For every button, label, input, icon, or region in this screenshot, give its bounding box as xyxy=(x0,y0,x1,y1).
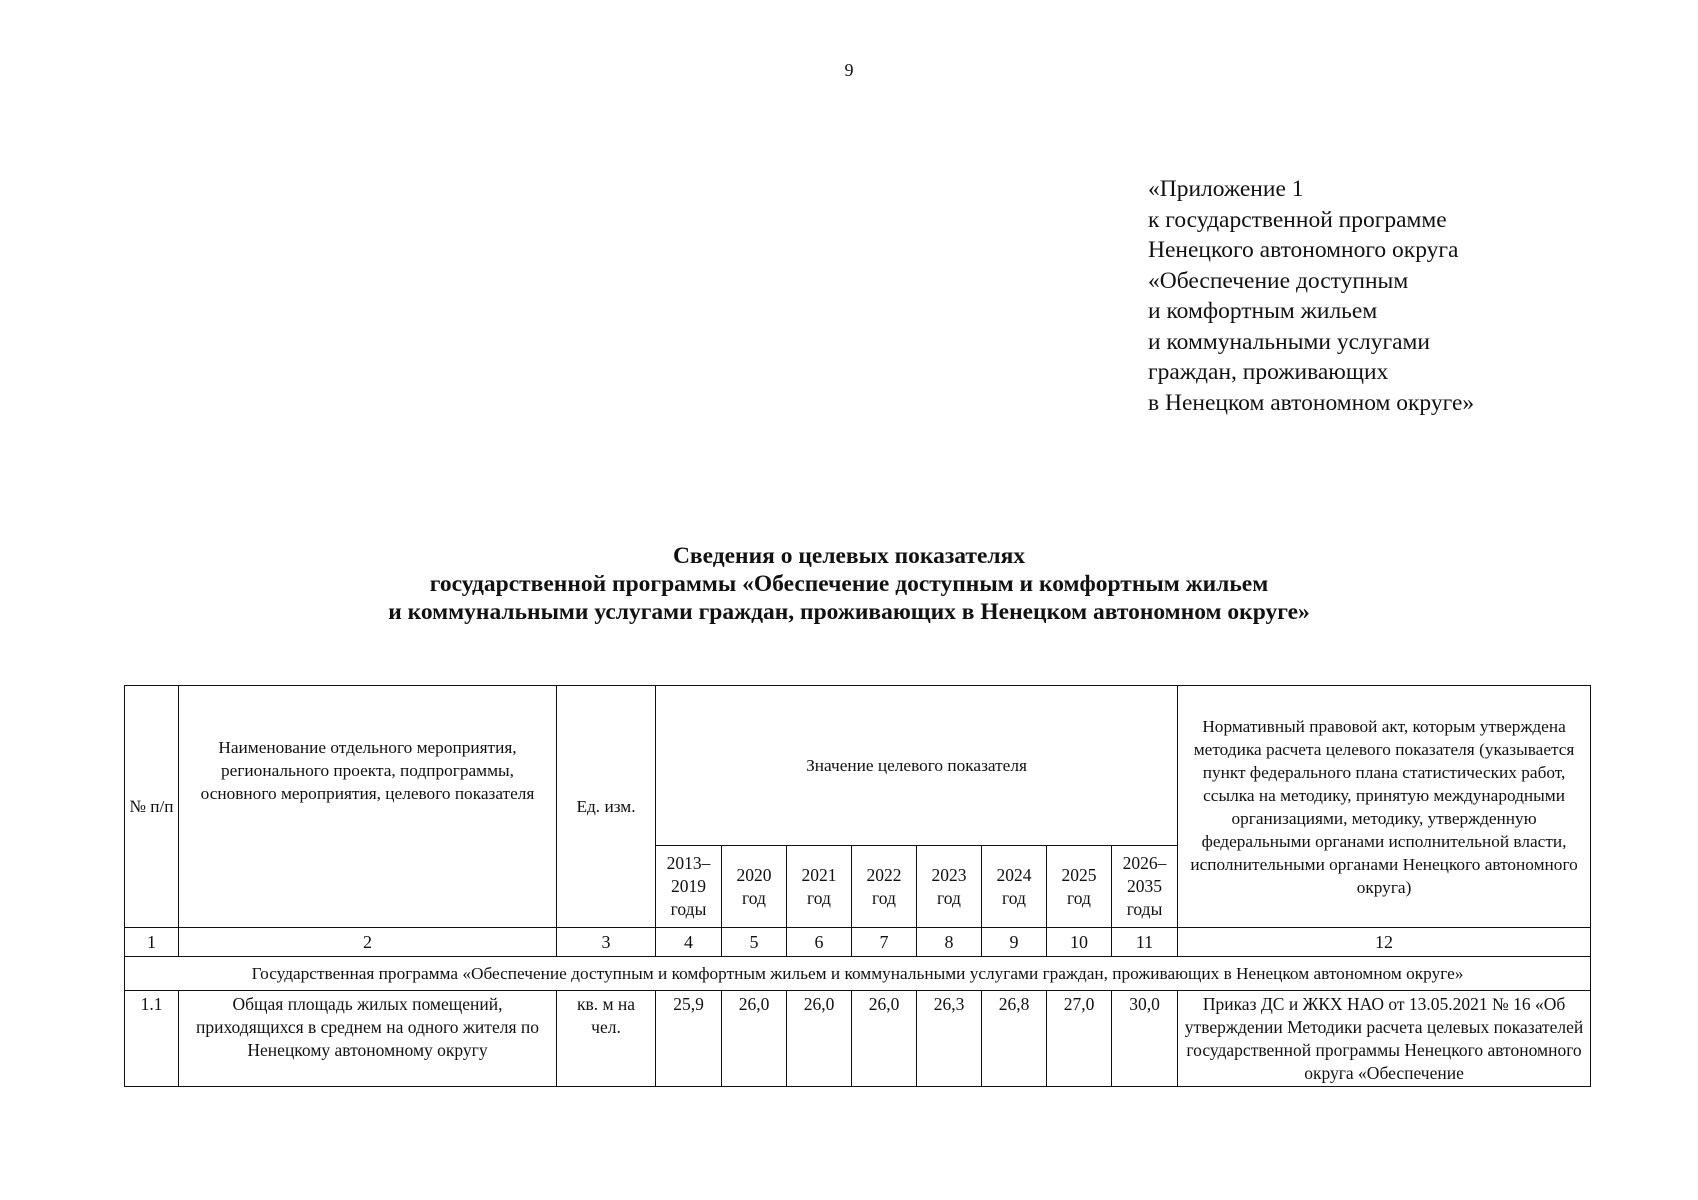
column-number: 2 xyxy=(179,928,557,957)
program-row xyxy=(125,957,1591,991)
header-name: Наименование отдельного мероприятия, регионального проекта, подпрограммы, основного мероприятия, целевого показателя xyxy=(179,686,557,928)
row-unit: кв. м на чел. xyxy=(557,991,656,1087)
column-number: 9 xyxy=(982,928,1047,957)
appendix-line: Ненецкого автономного округа xyxy=(1148,237,1459,263)
header-year: 2021 год xyxy=(787,846,852,928)
table-row xyxy=(125,991,1591,1087)
header-num: № п/п xyxy=(125,686,179,928)
title-line: Сведения о целевых показателях xyxy=(672,543,1026,569)
column-number: 3 xyxy=(557,928,656,957)
header-value: Значение целевого показателя xyxy=(656,686,1178,846)
appendix-line: и комфортным жильем xyxy=(1148,298,1378,324)
header-year: 2022 год xyxy=(852,846,917,928)
column-number: 10 xyxy=(1047,928,1112,957)
row-value: 26,3 xyxy=(917,991,982,1087)
row-value: 27,0 xyxy=(1047,991,1112,1087)
header-year: 2013–2019 годы xyxy=(656,846,722,928)
appendix-line: в Ненецком автономном округе» xyxy=(1148,389,1475,416)
document-title xyxy=(0,542,1698,626)
title-line: государственной программы «Обеспечение доступным и комфортным жильем xyxy=(429,571,1269,597)
column-number: 6 xyxy=(787,928,852,957)
row-value: 26,8 xyxy=(982,991,1047,1087)
column-number: 7 xyxy=(852,928,917,957)
appendix-line: и коммунальными услугами xyxy=(1148,328,1430,355)
header-legal-act: Нормативный правовой акт, которым утверждена методика расчета целевого показателя (указывается пункт федерального плана статистических работ, ссылка на методику, принятую международными организациями, методику, утвержденную федеральными органами исполнительной власти, исполнительными органами Ненецкого автономного округа) xyxy=(1178,686,1591,928)
row-value: 26,0 xyxy=(787,991,852,1087)
appendix-line: к государственной программе xyxy=(1148,206,1447,233)
row-value: 30,0 xyxy=(1112,991,1178,1087)
header-year: 2026–2035 годы xyxy=(1112,846,1178,928)
row-value: 25,9 xyxy=(656,991,722,1087)
column-number: 5 xyxy=(722,928,787,957)
row-name: Общая площадь жилых помещений, приходящихся в среднем на одного жителя по Ненецкому автономному округу xyxy=(179,991,557,1087)
row-num: 1.1 xyxy=(125,991,179,1087)
header-year: 2025 год xyxy=(1047,846,1112,928)
column-number: 4 xyxy=(656,928,722,957)
column-number: 1 xyxy=(125,928,179,957)
appendix-line: «Приложение 1 xyxy=(1148,176,1304,202)
column-number: 8 xyxy=(917,928,982,957)
appendix-note xyxy=(1148,174,1474,418)
column-number: 12 xyxy=(1178,928,1591,957)
appendix-line: граждан, проживающих xyxy=(1148,359,1389,385)
title-line: и коммунальными услугами граждан, проживающих в Ненецком автономном округе» xyxy=(388,599,1310,625)
appendix-line: «Обеспечение доступным xyxy=(1148,267,1409,294)
page-number: 9 xyxy=(844,60,854,80)
header-year: 2023 год xyxy=(917,846,982,928)
target-indicators-table xyxy=(124,685,1591,1087)
row-value: 26,0 xyxy=(722,991,787,1087)
column-number: 11 xyxy=(1112,928,1178,957)
header-unit: Ед. изм. xyxy=(557,686,656,928)
column-numbers-row xyxy=(125,928,1591,957)
header-year: 2024 год xyxy=(982,846,1047,928)
row-value: 26,0 xyxy=(852,991,917,1087)
program-title-cell: Государственная программа «Обеспечение доступным и комфортным жильем и коммунальными услугами граждан, проживающих в Ненецком автономном округе» xyxy=(125,957,1591,991)
row-legal-act: Приказ ДС и ЖКХ НАО от 13.05.2021 № 16 «Об утверждении Методики расчета целевых показателей государственной программы Ненецкого автономного округа «Обеспечение xyxy=(1178,991,1591,1087)
header-row xyxy=(125,686,1591,846)
header-year: 2020 год xyxy=(722,846,787,928)
